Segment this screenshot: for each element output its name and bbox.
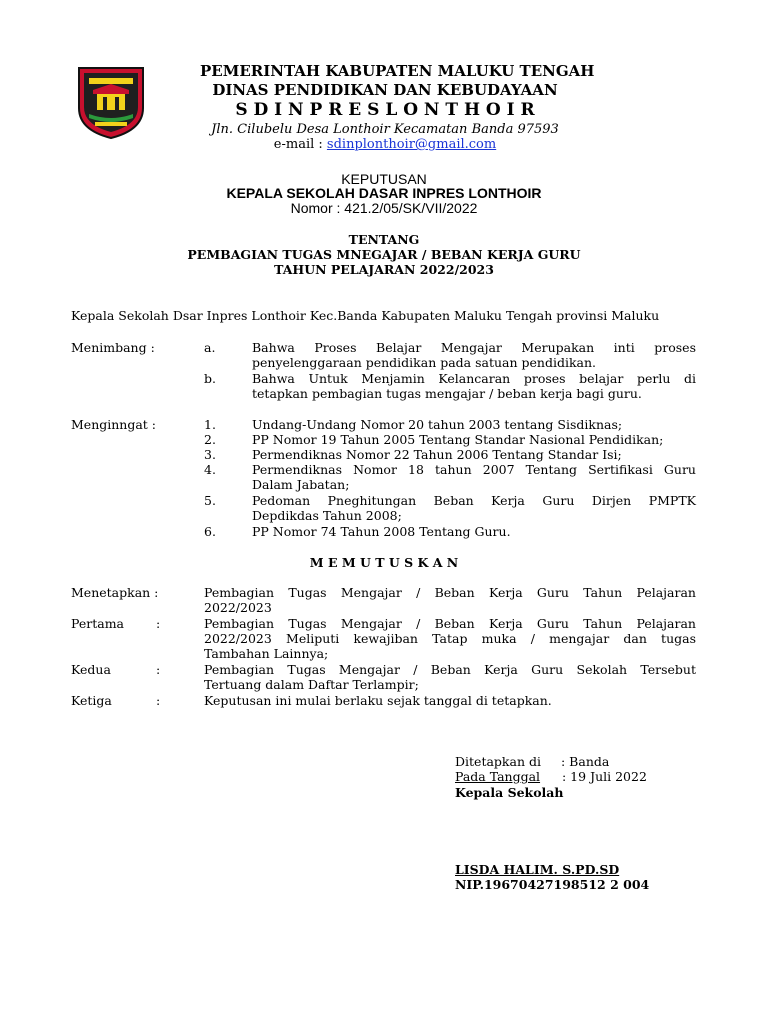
email-label: e-mail : xyxy=(273,137,323,152)
kedua-line2: Tertuang dalam Daftar Terlampir; xyxy=(204,677,419,692)
ketiga-colon: : xyxy=(156,693,161,708)
mengingat-4-line1: Permendiknas Nomor 18 tahun 2007 Tentang Sertifikasi Guru xyxy=(252,462,696,477)
kedua-label: Kedua xyxy=(71,662,111,677)
kedua-colon: : xyxy=(156,662,161,677)
signature-place-value: : Banda xyxy=(561,754,610,769)
pertama-line1: Pembagian Tugas Mengajar / Beban Kerja Guru Tahun Pelajaran xyxy=(204,616,696,631)
mengingat-2-mark: 2. xyxy=(204,432,216,447)
pertama-line3: Tambahan Lainnya; xyxy=(204,646,329,661)
menimbang-a-line1: Bahwa Proses Belajar Mengajar Merupakan inti proses xyxy=(252,340,696,355)
regency-logo xyxy=(75,64,147,140)
mengingat-6-mark: 6. xyxy=(204,524,216,539)
mengingat-2-text: PP Nomor 19 Tahun 2005 Tentang Standar Nasional Pendidikan; xyxy=(252,432,664,447)
menetapkan-line1: Pembagian Tugas Mengajar / Beban Kerja Guru Tahun Pelajaran xyxy=(204,585,696,600)
signature-place-label: Ditetapkan di xyxy=(455,754,541,769)
mengingat-5-line1: Pedoman Pneghitungan Beban Kerja Guru Dirjen PMPTK xyxy=(252,493,696,508)
menimbang-a-line2: penyelenggaraan pendidikan pada satuan pendidikan. xyxy=(252,355,597,370)
menetapkan-label: Menetapkan : xyxy=(71,585,159,600)
signature-date-row xyxy=(455,769,651,784)
signatory-nip: NIP.19670427198512 2 004 xyxy=(455,877,650,892)
decree-title: KEPUTUSAN xyxy=(341,171,427,187)
pertama-label: Pertama xyxy=(71,616,125,631)
ketiga-label: Ketiga xyxy=(71,693,112,708)
government-name: PEMERINTAH KABUPATEN MALUKU TENGAH xyxy=(200,62,595,80)
decree-issuer: KEPALA SEKOLAH DASAR INPRES LONTHOIR xyxy=(226,185,542,201)
mengingat-4-line2: Dalam Jabatan; xyxy=(252,477,350,492)
decree-number: Nomor : 421.2/05/SK/VII/2022 xyxy=(290,200,478,216)
mengingat-6-text: PP Nomor 74 Tahun 2008 Tentang Guru. xyxy=(252,524,511,539)
school-name: S D I N P R E S L O N T H O I R xyxy=(235,100,535,120)
mengingat-1-text: Undang-Undang Nomor 20 tahun 2003 tentang Sisdiknas; xyxy=(252,417,623,432)
menimbang-b-line2: tetapkan pembagian tugas mengajar / beban kerja bagi guru. xyxy=(252,386,642,401)
signature-date-label: Pada Tanggal xyxy=(455,769,541,784)
mengingat-3-text: Permendiknas Nomor 22 Tahun 2006 Tentang Standar Isi; xyxy=(252,447,622,462)
menimbang-label: Menimbang : xyxy=(71,340,155,355)
mengingat-3-mark: 3. xyxy=(204,447,216,462)
menimbang-b-line1: Bahwa Untuk Menjamin Kelancaran proses belajar perlu di xyxy=(252,371,696,386)
kedua-line1: Pembagian Tugas Mengajar / Beban Kerja Guru Sekolah Tersebut xyxy=(204,662,696,677)
signature-date-value: : 19 Juli 2022 xyxy=(562,769,647,784)
pertama-colon: : xyxy=(156,616,161,631)
mengingat-5-line2: Depdikdas Tahun 2008; xyxy=(252,508,402,523)
mengingat-1-mark: 1. xyxy=(204,417,216,432)
menetapkan-line2: 2022/2023 xyxy=(204,600,272,615)
mengingat-4-mark: 4. xyxy=(204,462,216,477)
pertama-line2: 2022/2023 Meliputi kewajiban Tatap muka / mengajar dan tugas xyxy=(204,631,696,646)
mengingat-5-mark: 5. xyxy=(204,493,216,508)
school-address: Jln. Cilubelu Desa Lonthoir Kecamatan Banda 97593 xyxy=(211,122,559,137)
email-line xyxy=(200,137,570,152)
menimbang-b-mark: b. xyxy=(204,371,216,386)
ketiga-line1: Keputusan ini mulai berlaku sejak tanggal di tetapkan. xyxy=(204,693,552,708)
menimbang-a-mark: a. xyxy=(204,340,216,355)
department-name: DINAS PENDIDIKAN DAN KEBUDAYAAN xyxy=(212,81,558,99)
decree-about: TENTANG xyxy=(348,232,420,247)
signatory-name: LISDA HALIM. S.PD.SD xyxy=(455,862,620,877)
signature-title: Kepala Sekolah xyxy=(455,785,564,800)
email-link[interactable]: sdinplonthoir@gmail.com xyxy=(326,137,497,152)
mengingat-label: Menginngat : xyxy=(71,417,157,432)
decree-subject-line2: TAHUN PELAJARAN 2022/2023 xyxy=(274,262,494,277)
decree-intro: Kepala Sekolah Dsar Inpres Lonthoir Kec.Banda Kabupaten Maluku Tengah provinsi Maluku xyxy=(71,308,660,323)
decree-subject-line1: PEMBAGIAN TUGAS MNEGAJAR / BEBAN KERJA GURU xyxy=(187,247,581,262)
memutuskan-heading: M E M U T U S K A N xyxy=(309,555,459,570)
